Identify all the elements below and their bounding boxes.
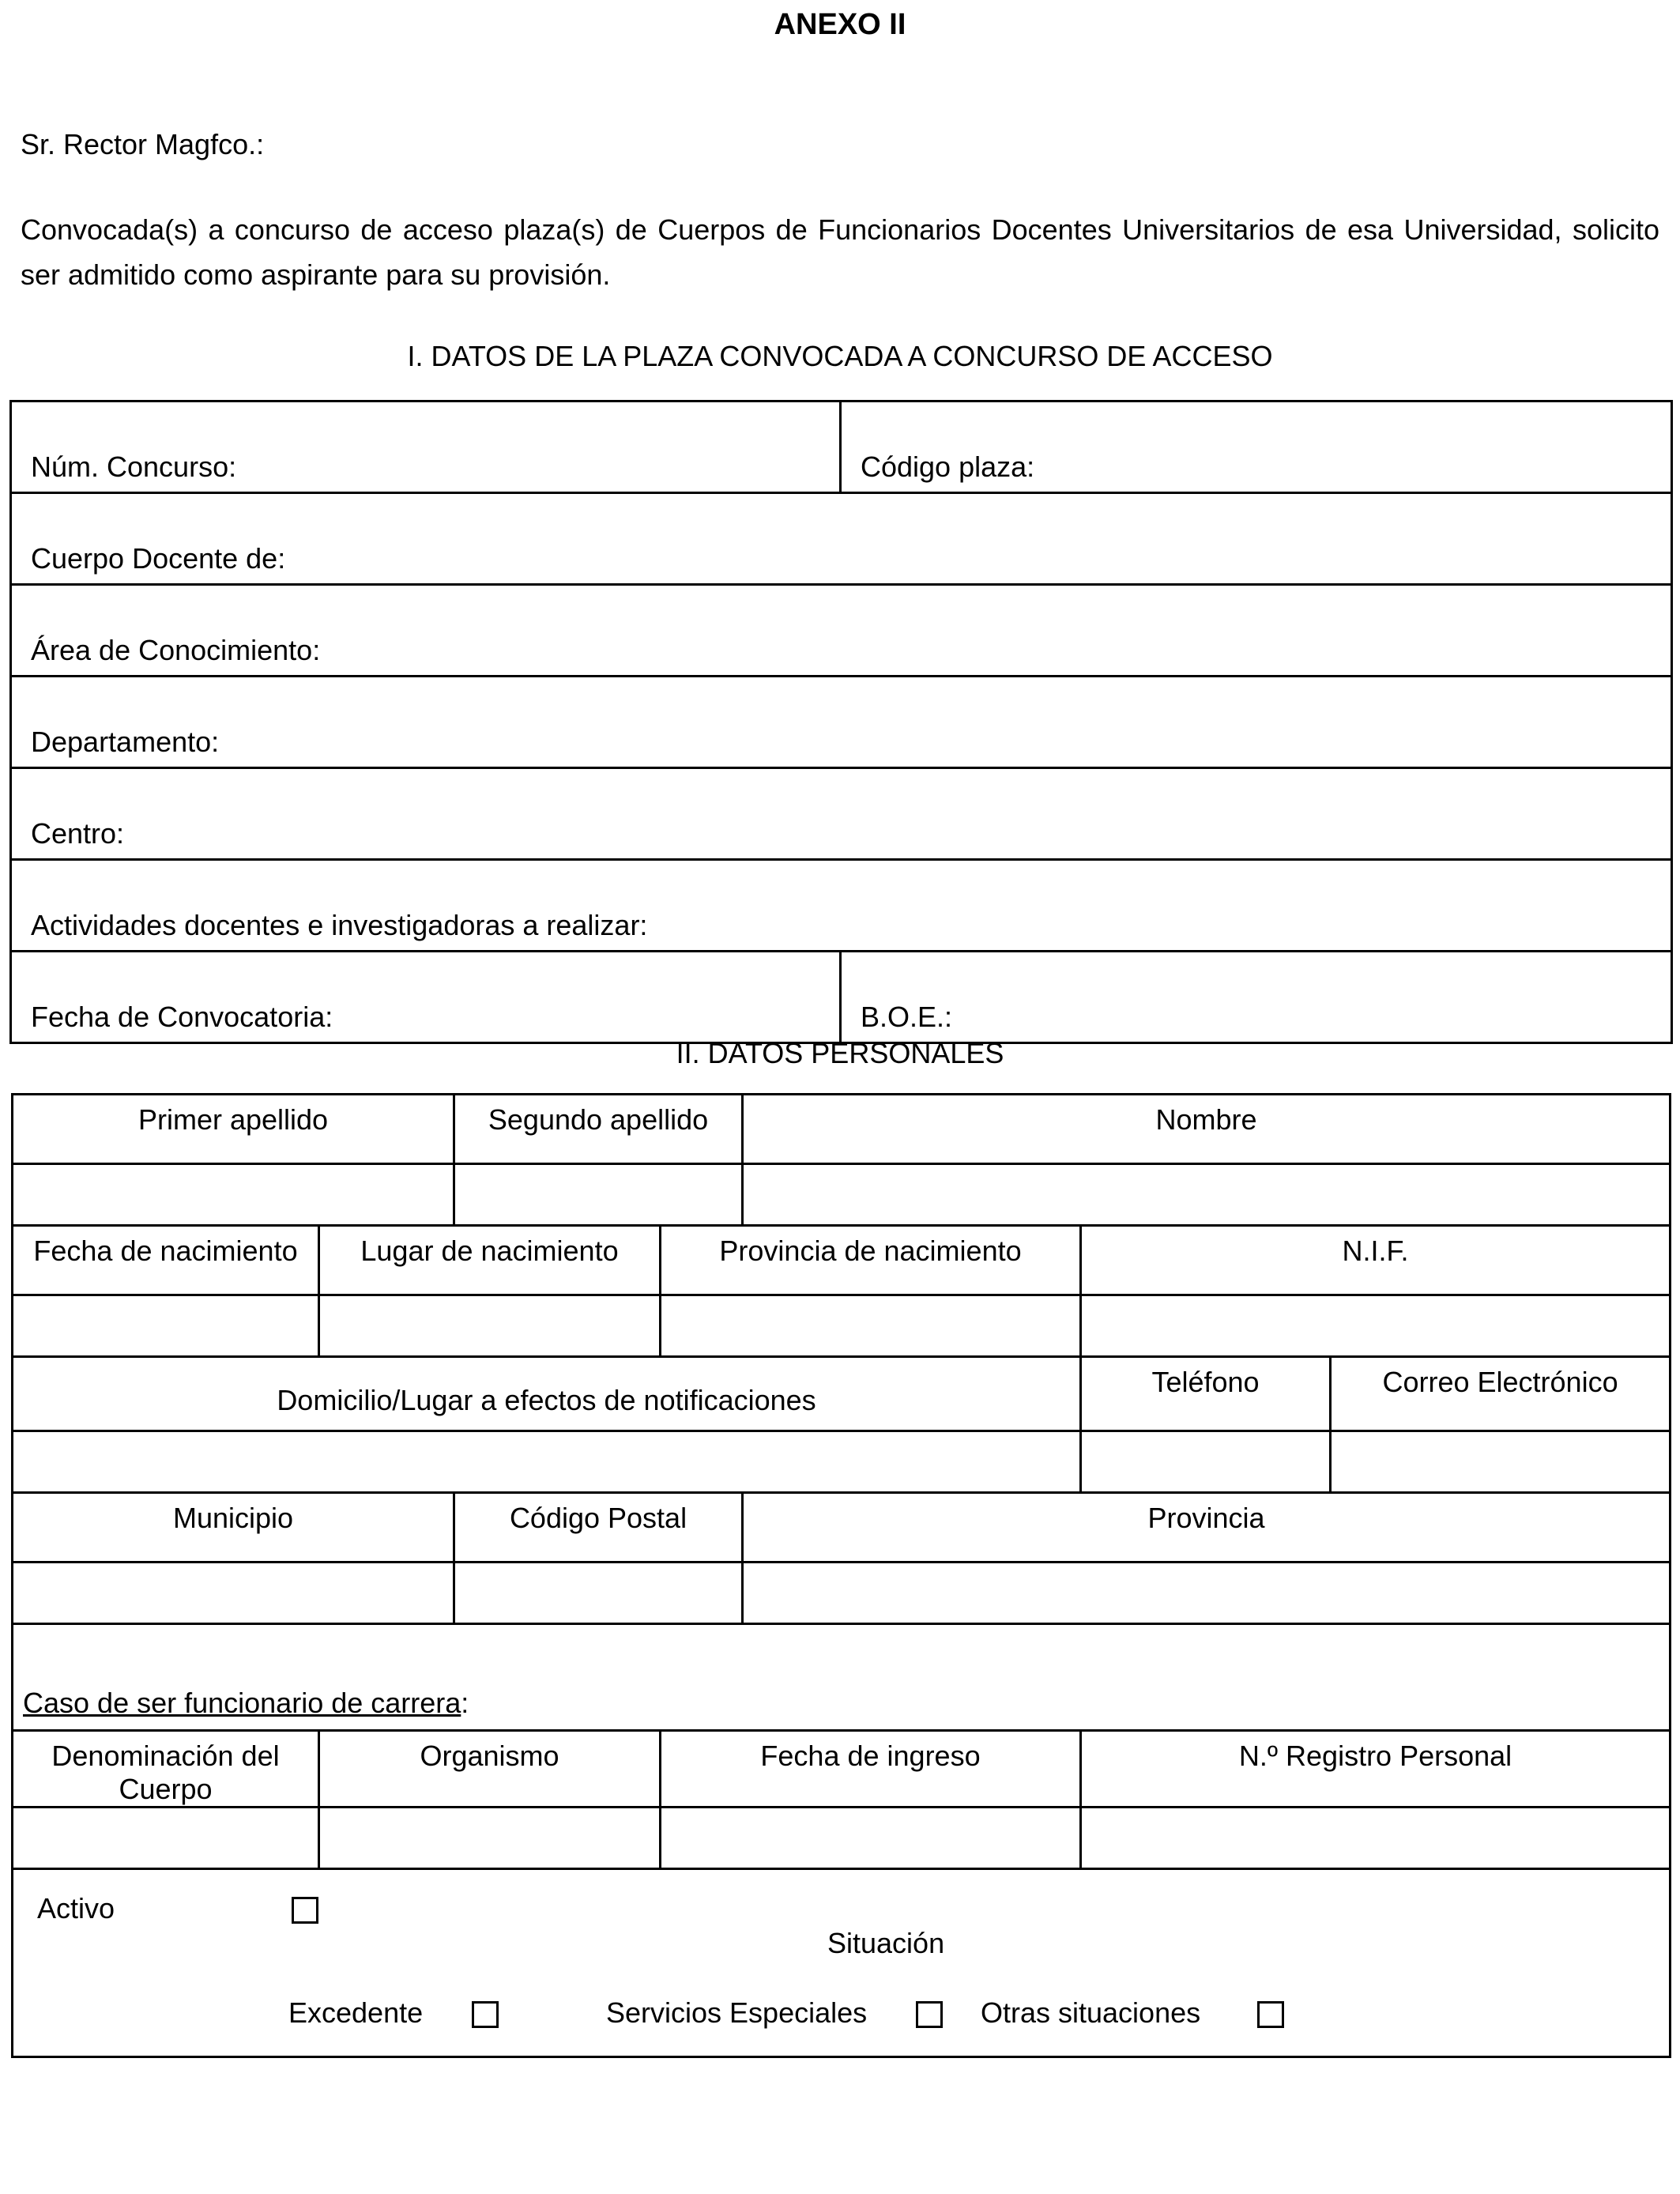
domicilio-input[interactable] [13, 1431, 1081, 1493]
personal-data-table [11, 1093, 1671, 2058]
registro-personal-input[interactable] [1081, 1808, 1671, 1869]
nombre-input[interactable] [743, 1164, 1671, 1226]
departamento-field[interactable]: Departamento: [11, 677, 1672, 768]
caso-colon: : [461, 1687, 469, 1719]
codigo-plaza-field[interactable]: Código plaza: [841, 401, 1672, 493]
correo-label: Correo Electrónico [1331, 1357, 1671, 1431]
nif-input[interactable] [1081, 1295, 1671, 1357]
section2-heading: II. DATOS PERSONALES [676, 1037, 1004, 1069]
registro-personal-label: N.º Registro Personal [1081, 1731, 1671, 1808]
boe-field[interactable]: B.O.E.: [841, 952, 1672, 1043]
num-concurso-field[interactable]: Núm. Concurso: [11, 401, 841, 493]
fecha-ingreso-input[interactable] [661, 1808, 1081, 1869]
municipio-input[interactable] [13, 1563, 454, 1624]
organismo-input[interactable] [319, 1808, 661, 1869]
primer-apellido-label: Primer apellido [13, 1095, 454, 1164]
page-title: ANEXO II [774, 8, 906, 41]
denominacion-input[interactable] [13, 1808, 319, 1869]
otras-situaciones-label: Otras situaciones [981, 1996, 1201, 2029]
telefono-input[interactable] [1081, 1431, 1331, 1493]
area-conocimiento-field[interactable]: Área de Conocimiento: [11, 585, 1672, 677]
nombre-label: Nombre [743, 1095, 1671, 1164]
section1-heading: I. DATOS DE LA PLAZA CONVOCADA A CONCURSO DE ACCESO [407, 340, 1273, 372]
activo-checkbox[interactable] [292, 1897, 318, 1924]
plaza-table [9, 400, 1673, 1044]
codigo-postal-label: Código Postal [454, 1493, 743, 1563]
correo-input[interactable] [1331, 1431, 1671, 1493]
excedente-checkbox[interactable] [472, 2001, 499, 2028]
provincia-nacimiento-label: Provincia de nacimiento [661, 1226, 1081, 1295]
situacion-label: Situación [827, 1927, 945, 1959]
cuerpo-docente-field[interactable]: Cuerpo Docente de: [11, 493, 1672, 585]
excedente-label: Excedente [288, 1996, 424, 2029]
lugar-nacimiento-label: Lugar de nacimiento [319, 1226, 661, 1295]
salutation: Sr. Rector Magfco.: [21, 128, 265, 160]
activo-label: Activo [37, 1892, 115, 1924]
actividades-field[interactable]: Actividades docentes e investigadoras a realizar: [11, 860, 1672, 952]
fecha-nacimiento-label: Fecha de nacimiento [13, 1226, 319, 1295]
segundo-apellido-input[interactable] [454, 1164, 743, 1226]
municipio-label: Municipio [13, 1493, 454, 1563]
fecha-ingreso-label: Fecha de ingreso [661, 1731, 1081, 1808]
servicios-especiales-checkbox[interactable] [916, 2001, 943, 2028]
provincia-nacimiento-input[interactable] [661, 1295, 1081, 1357]
fecha-nacimiento-input[interactable] [13, 1295, 319, 1357]
lugar-nacimiento-input[interactable] [319, 1295, 661, 1357]
denominacion-label: Denominación del Cuerpo [13, 1731, 319, 1808]
centro-field[interactable]: Centro: [11, 768, 1672, 860]
domicilio-label: Domicilio/Lugar a efectos de notificaciones [13, 1357, 1081, 1431]
primer-apellido-input[interactable] [13, 1164, 454, 1226]
provincia-input[interactable] [743, 1563, 1671, 1624]
segundo-apellido-label: Segundo apellido [454, 1095, 743, 1164]
intro-paragraph: Convocada(s) a concurso de acceso plaza(s) de Cuerpos de Funcionarios Docentes Universitarios de esa Universidad, solicito ser admitido como aspirante para su provisión. [21, 213, 1659, 291]
fecha-convocatoria-field[interactable]: Fecha de Convocatoria: [11, 952, 841, 1043]
servicios-especiales-label: Servicios Especiales [606, 1996, 868, 2029]
situacion-cell [13, 1869, 1671, 2057]
provincia-label: Provincia [743, 1493, 1671, 1563]
nif-label: N.I.F. [1081, 1226, 1671, 1295]
codigo-postal-input[interactable] [454, 1563, 743, 1624]
organismo-label: Organismo [319, 1731, 661, 1808]
caso-funcionario-row [13, 1624, 1671, 1731]
telefono-label: Teléfono [1081, 1357, 1331, 1431]
caso-funcionario-label: Caso de ser funcionario de carrera [23, 1687, 461, 1719]
otras-situaciones-checkbox[interactable] [1257, 2001, 1284, 2028]
